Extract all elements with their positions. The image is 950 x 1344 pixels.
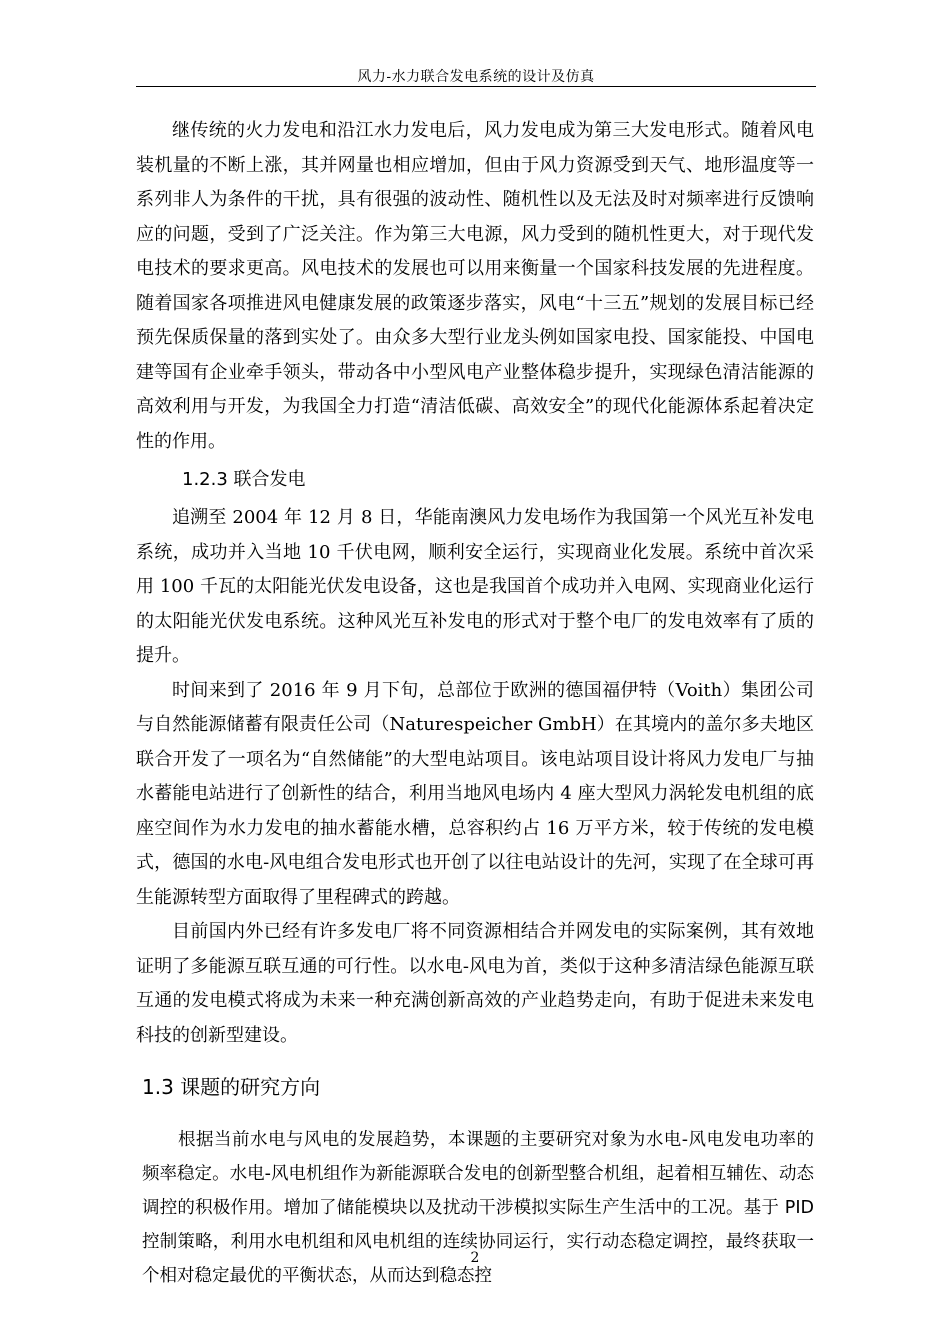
document-body [136, 114, 814, 1293]
paragraph-nanao: 追溯至 2004 年 12 月 8 日，华能南澳风力发电场作为我国第一个风光互补发电系统，成功并入当地 10 千伏电网，顺利安全运行，实现商业化发展。系统中首次采用 100 千瓦的太阳能光伏发电设备，这也是我国首个成功并入电网、实现商业化运行的太阳能光伏发电系统。这种风光互补发电的形式对于整个电厂的发电效率有了质的提升。 [136, 507, 814, 666]
running-header: 风力-水力联合发电系统的设计及仿真 [357, 69, 595, 85]
paragraph-research-direction: 根据当前水电与风电的发展趋势，本课题的主要研究对象为水电-风电发电功率的频率稳定。水电-风电机组作为新能源联合发电的创新型整合机组，起着相互辅佐、动态调控的积极作用。增加了储能模块以及扰动干涉模拟实际生产生活中的工况。基于 PID 控制策略，利用水电机组和风电机组的连续协同运行，实行动态稳定调控，最终获取一个相对稳定最优的平衡状态，从而达到稳态控 [142, 1130, 814, 1286]
paragraph-wind-power: 继传统的火力发电和沿江水力发电后，风力发电成为第三大发电形式。随着风电装机量的不断上涨，其并网量也相应增加，但由于风力资源受到天气、地形温度等一系列非人为条件的干扰，具有很强的波动性、随机性以及无法及时对频率进行反馈响应的问题，受到了广泛关注。作为第三大电源，风力受到的随机性更大，对于现代发电技术的要求更高。风电技术的发展也可以用来衡量一个国家科技发展的先进程度。随着国家各项推进风电健康发展的政策逐步落实，风电“十三五”规划的发展目标已经预先保质保量的落到实处了。由众多大型行业龙头例如国家电投、国家能投、中国电建等国有企业牵手领头，带动各中小型风电产业整体稳步提升，实现绿色清洁能源的高效利用与开发，为我国全力打造“清洁低碳、高效安全”的现代化能源体系起着决定性的作用。 [136, 120, 814, 452]
header-rule [136, 86, 816, 87]
page-number: 2 [470, 1250, 480, 1266]
paragraph-voith: 时间来到了 2016 年 9 月下旬，总部位于欧洲的德国福伊特（Voith）集团公司与自然能源储蓄有限责任公司（Naturespeicher GmbH）在其境内的盖尔多夫地区联合开发了一项名为“自然储能”的大型电站项目。该电站项目设计将风力发电厂与抽水蓄能电站进行了创新性的结合，利用当地风电场内 4 座大型风力涡轮发电机组的底座空间作为水力发电的抽水蓄能水槽，总容积约占 16 万平方米，较于传统的发电模式，德国的水电-风电组合发电形式也开创了以往电站设计的先河，实现了在全球可再生能源转型方面取得了里程碑式的跨越。 [136, 679, 814, 908]
research-direction-block [136, 1123, 814, 1293]
section-heading-1-3: 1.3 课题的研究方向 [142, 1075, 321, 1099]
paragraph-multi-energy: 目前国内外已经有许多发电厂将不同资源相结合并网发电的实际案例，其有效地证明了多能源互联互通的可行性。以水电-风电为首，类似于这种多清洁绿色能源互联互通的发电模式将成为未来一种充满创新高效的产业趋势走向，有助于促进未来发电科技的创新型建设。 [136, 921, 814, 1046]
section-heading-1-2-3: 1.2.3 联合发电 [182, 469, 306, 490]
